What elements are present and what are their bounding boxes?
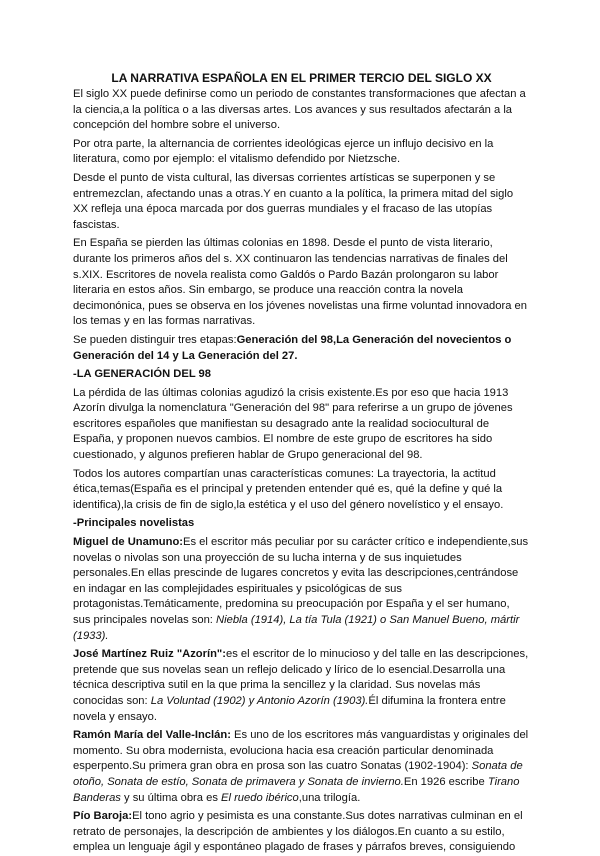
novelist-valle-inclan — [73, 728, 530, 806]
section-heading-novelists: -Principales novelistas — [73, 517, 195, 530]
intro-paragraph-4: En España se pierden las últimas colonias en 1898. Desde el punto de vista literario, durante los primeros años del s. XX continuaron las tendencias narrativas de finales del s.XIX. Escritores de novela realista como Galdós o Pardo Bazán prolongaron su labor literaria en estos años. Sin embargo, se produce una reacción contra la novela decimonónica, pues se observa en los jóvenes novelistas una firme voluntad innovadora en los temas y en las formas narrativas. — [73, 237, 527, 328]
novelist-unamuno — [73, 535, 530, 644]
stages-paragraph — [73, 333, 530, 364]
author-mid-2: y su última obra es — [120, 791, 222, 804]
author-works: Sonata de otoño, Sonata de estío, Sonata de primavera y Sonata de invierno. — [73, 760, 523, 788]
gen98-paragraph-2: Todos los autores compartían unas características comunes: La trayectoria, la actitud ética,temas(España es el principal y pretenden entender qué es, qué la define y qué la identifica),la crisis de fin de siglo,la estética y el uso del género novelístico y el ensayo. — [73, 467, 504, 511]
author-text: Es el escritor más peculiar por su carácter crítico e independiente,sus novelas o nivolas son una proyección de su lucha interna y de sus inquietudes personales.En ellas prescinde de lugares concretos y evita las descripciones,centrándose en indagar en las complejidades espirituales y psicológicas de sus protagonistas.Temáticamente, predomina su preocupación por España y el ser humano, sus principales novelas son: — [73, 536, 529, 626]
novelist-azorin — [73, 647, 530, 725]
author-text: Es uno de los escritores más vanguardistas y originales del momento. Su obra modernista, evoluciona hacia esa creación particular denominada esperpento.Su primera gran obra en prosa son las cuatro Sonatas (1902-1904): — [73, 729, 529, 773]
document-title: LA NARRATIVA ESPAÑOLA EN EL PRIMER TERCIO DEL SIGLO XX — [111, 71, 492, 85]
intro-paragraph-2: Por otra parte, la alternancia de corrientes ideológicas ejerce un influjo decisivo en la literatura, como por ejemplo: el vitalismo defendido por Nietzsche. — [73, 137, 494, 166]
author-name: Miguel de Unamuno: — [73, 536, 184, 549]
author-name: José Martínez Ruiz "Azorín": — [73, 648, 226, 661]
author-tail: ,una trilogía. — [298, 791, 361, 804]
author-works: Niebla (1914), La tía Tula (1921) o San Manuel Bueno, mártir (1933). — [73, 614, 520, 642]
intro-paragraph-1: El siglo XX puede definirse como un periodo de constantes transformaciones que afectan a la ciencia,a la política o a las diversas artes. Los avances y sus resultados afectarán a la concepción del hombre sobre el universo. — [73, 88, 526, 132]
stages-lead: Se pueden distinguir tres etapas: — [73, 333, 237, 346]
author-text: es el escritor de lo minucioso y del talle en las descripciones, pretende que sus novelas sean un reflejo delicado y lírico de lo esencial.Desarrolla una técnica descriptiva sutil en la que prima la sencillez y la claridad. Sus novelas más conocidas son: — [73, 648, 529, 707]
intro-paragraph-3: Desde el punto de vista cultural, las diversas corrientes artísticas se superponen y se entremezclan, afectando unas a otras.Y en cuanto a la política, la primera mitad del siglo XX refleja una época marcada por dos guerras mundiales y el fracaso de las utopías fascistas. — [73, 171, 514, 231]
author-name: Pío Baroja: — [73, 810, 133, 823]
author-works: La Voluntad (1902) y Antonio Azorín (1903). — [150, 694, 369, 707]
stages-list: Generación del 98,La Generación del novecientos o Generación del 14 y La Generación del 27. — [73, 333, 512, 362]
author-mid: En 1926 escribe — [403, 775, 488, 788]
novelist-baroja — [73, 809, 530, 856]
author-work-tirano: Tirano Banderas — [73, 775, 520, 804]
section-heading-gen98: -LA GENERACIÓN DEL 98 — [73, 368, 211, 381]
author-text: El tono agrio y pesimista es una constante.Sus dotes narrativas culminan en el retrato de personajes, la descripción de ambientes y los diálogos.En cuanto a su estilo, emplea un lenguaje ágil y espontáneo plagado de frases y párrafos breves, consiguiendo — [73, 810, 523, 854]
author-tail: Él difumina la frontera entre novela y ensayo. — [73, 694, 506, 723]
author-name: Ramón María del Valle-Inclán: — [73, 729, 231, 742]
gen98-paragraph-1: La pérdida de las últimas colonias agudizó la crisis existente.Es por eso que hacia 1913 Azorín divulga la nomenclatura "Generación del 98" para referirse a un grupo de jóvenes escritores españoles que manifiestan su desagrado ante la realidad sociocultural de España, y proponen nuevos cambios. El nombre de este grupo de escritores ha sido cuestionado, y algunos prefieren hablar de Grupo generacional del 98. — [73, 386, 513, 462]
author-work-ruedo: El ruedo ibérico — [221, 791, 299, 804]
